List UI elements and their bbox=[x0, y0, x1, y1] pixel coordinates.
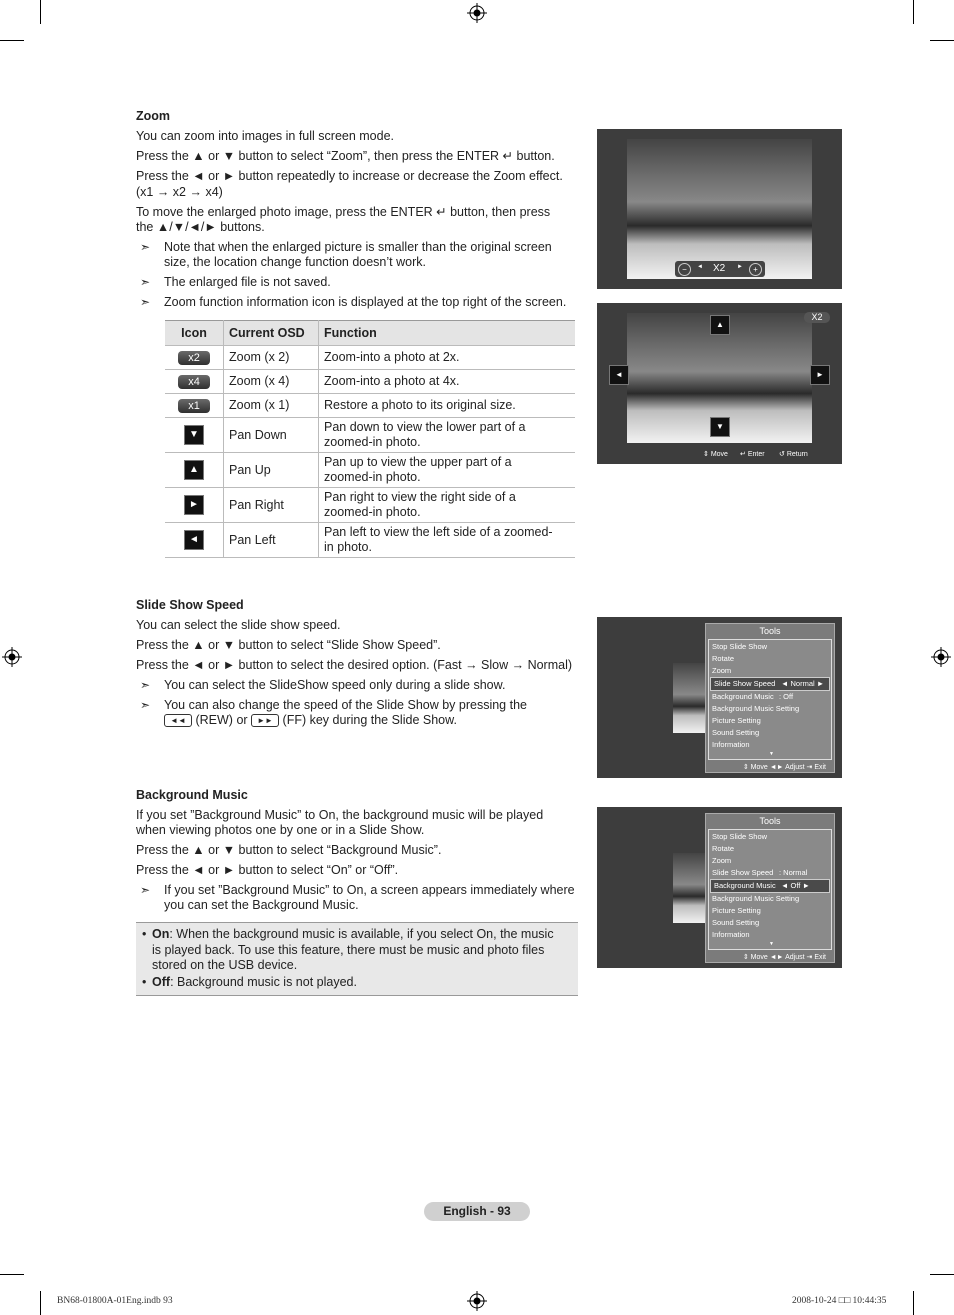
tools-item[interactable]: Information bbox=[712, 930, 750, 939]
note-text: size, the location change function doesn’t work. bbox=[164, 255, 426, 269]
header-current-osd: Current OSD bbox=[224, 321, 319, 346]
note-text: The enlarged file is not saved. bbox=[164, 275, 331, 289]
tools-item[interactable]: Zoom bbox=[712, 666, 732, 675]
registration-mark-icon bbox=[931, 647, 951, 667]
pan-left-icon: ◄ bbox=[184, 530, 204, 550]
table-row bbox=[165, 523, 575, 558]
crop-mark bbox=[930, 1274, 954, 1275]
function-cell bbox=[319, 418, 576, 453]
zoom-step-select: Press the ▲ or ▼ button to select “Zoom”, then press the ENTER ↵ button. bbox=[136, 149, 555, 163]
tools-footer: ⇕ Move ◄► Adjust ⇥ Exit bbox=[742, 954, 826, 961]
slideshow-note-1 bbox=[136, 678, 624, 693]
tools-item[interactable]: Picture Setting bbox=[712, 716, 761, 725]
tools-item-value: ◄ Normal ► bbox=[781, 679, 825, 688]
on-option bbox=[142, 927, 572, 974]
note-arrow-icon: ➣ bbox=[140, 678, 151, 692]
tools-screen-1 bbox=[597, 617, 842, 778]
pan-down-icon: ▼ bbox=[184, 425, 204, 445]
page-number-badge: English - 93 bbox=[424, 1202, 530, 1221]
off-option bbox=[142, 975, 572, 991]
scroll-down-icon: ▼ bbox=[769, 751, 774, 757]
tools-item[interactable]: Stop Slide Show bbox=[712, 642, 768, 651]
zoom-sequence: (x1 → x2 → x4) bbox=[136, 185, 223, 199]
tools-item-selected[interactable] bbox=[710, 677, 830, 691]
enter-hint: ↵ Enter bbox=[740, 451, 765, 458]
zoom-heading: Zoom bbox=[136, 109, 171, 123]
table-row bbox=[165, 394, 575, 418]
photo-image bbox=[627, 139, 812, 279]
zoom-x1-icon: x1 bbox=[178, 399, 210, 413]
zoom-right-arrow-icon: ► bbox=[737, 264, 743, 270]
pan-up-icon: ▲ bbox=[710, 315, 730, 335]
note-text: You can also change the speed of the Slide Show by pressing the bbox=[164, 698, 527, 712]
zoom-left-arrow-icon: ◄ bbox=[697, 264, 703, 270]
zoom-step-adjust: Press the ◄ or ► button repeatedly to increase or decrease the Zoom effect. bbox=[136, 169, 563, 183]
function-cell bbox=[319, 370, 576, 394]
tools-footer: ⇕ Move ◄► Adjust ⇥ Exit bbox=[742, 764, 826, 771]
function-text: zoomed-in photo. bbox=[324, 505, 421, 519]
slideshow-step-select: Press the ▲ or ▼ button to select “Slide Show Speed”. bbox=[136, 638, 441, 652]
zoom-step-move-cont: the ▲/▼/◄/► buttons. bbox=[136, 220, 265, 234]
tools-item-label: Slide Show Speed bbox=[714, 679, 776, 688]
zoom-note-2 bbox=[136, 275, 624, 290]
tools-item-selected[interactable] bbox=[710, 879, 830, 893]
function-text: Pan left to view the left side of a zoomed- bbox=[324, 525, 553, 539]
tools-menu bbox=[705, 813, 835, 963]
note-text: If you set ”Background Music” to On, a screen appears immediately where bbox=[164, 883, 575, 897]
table-row bbox=[165, 370, 575, 394]
crop-mark bbox=[0, 40, 24, 41]
pan-right-icon: ► bbox=[810, 365, 830, 385]
zoom-screen-2 bbox=[597, 303, 842, 464]
off-desc: : Background music is not played. bbox=[170, 975, 357, 989]
bgm-intro-cont: when viewing photos one by one or in a Slide Show. bbox=[136, 823, 425, 837]
function-cell bbox=[319, 346, 576, 370]
note-text: Zoom function information icon is displayed at the top right of the screen. bbox=[164, 295, 567, 309]
zoom-screen-1 bbox=[597, 129, 842, 289]
note-arrow-icon: ➣ bbox=[140, 240, 151, 254]
note-text: Note that when the enlarged picture is smaller than the original screen bbox=[164, 240, 552, 254]
note-text: you can set the Background Music. bbox=[164, 898, 359, 912]
tools-item[interactable]: Rotate bbox=[712, 844, 735, 853]
table-row bbox=[165, 418, 575, 453]
return-label: Return bbox=[786, 451, 808, 458]
osd-cell: Pan Left bbox=[224, 523, 319, 558]
header-icon: Icon bbox=[165, 321, 224, 346]
note-text-keys bbox=[164, 713, 624, 728]
pan-right-icon: ► bbox=[184, 495, 204, 515]
function-text: Pan up to view the upper part of a bbox=[324, 455, 512, 469]
print-slug-right: 2008-10-24 □□ 10:44:35 bbox=[792, 1296, 887, 1306]
crop-mark bbox=[0, 1274, 24, 1275]
crop-mark bbox=[40, 1291, 41, 1315]
crop-mark bbox=[913, 1291, 914, 1315]
note-arrow-icon: ➣ bbox=[140, 275, 151, 289]
tools-item-label: Background Music bbox=[712, 692, 774, 701]
header-function: Function bbox=[319, 321, 576, 346]
bgm-step-select: Press the ▲ or ▼ button to select “Background Music”. bbox=[136, 843, 442, 857]
crop-mark bbox=[930, 40, 954, 41]
tools-item[interactable]: Rotate bbox=[712, 654, 735, 663]
zoom-in-icon: + bbox=[749, 263, 762, 276]
registration-mark-icon bbox=[467, 3, 487, 23]
off-option-text bbox=[142, 975, 572, 991]
tools-item-value: : Off bbox=[779, 692, 794, 701]
tools-menu bbox=[705, 623, 835, 773]
osd-cell: Pan Up bbox=[224, 453, 319, 488]
crop-mark bbox=[913, 0, 914, 24]
note-text: You can select the SlideShow speed only during a slide show. bbox=[164, 678, 506, 692]
registration-mark-icon bbox=[2, 647, 22, 667]
bgm-options-box bbox=[136, 922, 578, 996]
tools-item[interactable]: Sound Setting bbox=[712, 728, 760, 737]
tools-item-value: : Normal bbox=[779, 868, 808, 877]
tools-item[interactable]: Sound Setting bbox=[712, 918, 760, 927]
bgm-intro: If you set ”Background Music” to On, the background music will be played bbox=[136, 808, 544, 822]
pan-down-icon: ▼ bbox=[710, 417, 730, 437]
function-cell bbox=[319, 394, 576, 418]
zoom-badge: X2 bbox=[804, 312, 830, 323]
osd-cell: Pan Down bbox=[224, 418, 319, 453]
slideshow-intro: You can select the slide show speed. bbox=[136, 618, 341, 632]
zoom-intro: You can zoom into images in full screen mode. bbox=[136, 129, 395, 143]
function-text: Zoom-into a photo at 2x. bbox=[324, 350, 460, 364]
print-slug-left: BN68-01800A-01Eng.indb 93 bbox=[57, 1296, 173, 1306]
table-row bbox=[165, 488, 575, 523]
rew-label: (REW) or bbox=[195, 713, 248, 727]
return-hint: ↺ Return bbox=[779, 451, 808, 458]
bullet: • bbox=[142, 927, 147, 941]
table-row bbox=[165, 346, 575, 370]
on-term: On bbox=[152, 927, 170, 941]
tools-item-value: ◄ Off ► bbox=[781, 881, 810, 890]
table-header-row bbox=[165, 321, 575, 346]
tools-list bbox=[708, 829, 832, 950]
note-arrow-icon: ➣ bbox=[140, 883, 151, 897]
slideshow-note-2 bbox=[136, 698, 624, 728]
bgm-step-adjust: Press the ◄ or ► button to select “On” or “Off”. bbox=[136, 863, 399, 877]
function-cell bbox=[319, 523, 576, 558]
tools-title: Tools bbox=[759, 626, 781, 636]
osd-cell: Zoom (x 1) bbox=[224, 394, 319, 418]
tools-item[interactable]: Zoom bbox=[712, 856, 732, 865]
zoom-note-3 bbox=[136, 295, 624, 310]
ff-label: (FF) key during the Slide Show. bbox=[282, 713, 457, 727]
crop-mark bbox=[40, 0, 41, 24]
move-label: Move bbox=[710, 451, 728, 458]
enter-label: Enter bbox=[747, 451, 765, 458]
zoom-x4-icon: x4 bbox=[178, 375, 210, 389]
tools-item[interactable]: Background Music Setting bbox=[712, 894, 800, 903]
bullet: • bbox=[142, 975, 147, 989]
function-cell bbox=[319, 453, 576, 488]
zoom-note-1 bbox=[136, 240, 624, 270]
tools-item[interactable] bbox=[709, 691, 831, 703]
tools-title: Tools bbox=[759, 816, 781, 826]
zoom-out-icon: − bbox=[678, 263, 691, 276]
rew-key-icon: ◄◄ bbox=[164, 714, 192, 727]
tools-item[interactable]: Stop Slide Show bbox=[712, 832, 768, 841]
note-arrow-icon: ➣ bbox=[140, 295, 151, 309]
on-desc: : When the background music is available, if you select On, the music bbox=[169, 927, 554, 941]
pan-up-icon: ▲ bbox=[184, 460, 204, 480]
tools-item-label: Slide Show Speed bbox=[712, 868, 774, 877]
tools-list bbox=[708, 639, 832, 760]
function-text: Zoom-into a photo at 4x. bbox=[324, 374, 460, 388]
move-hint: ⇕ Move bbox=[703, 451, 728, 458]
note-arrow-icon: ➣ bbox=[140, 698, 151, 712]
function-text: Pan down to view the lower part of a bbox=[324, 420, 526, 434]
osd-cell: Zoom (x 4) bbox=[224, 370, 319, 394]
ff-key-icon: ►► bbox=[251, 714, 279, 727]
zoom-table bbox=[165, 320, 575, 558]
function-text: zoomed-in photo. bbox=[324, 435, 421, 449]
tools-screen-2 bbox=[597, 807, 842, 968]
function-text: Restore a photo to its original size. bbox=[324, 398, 516, 412]
tools-item-label: Background Music bbox=[714, 881, 776, 890]
off-term: Off bbox=[152, 975, 171, 989]
zoom-control-bar bbox=[675, 261, 765, 277]
tools-item[interactable]: Picture Setting bbox=[712, 906, 761, 915]
tools-item[interactable]: Background Music Setting bbox=[712, 704, 800, 713]
slideshow-step-adjust: Press the ◄ or ► button to select the desired option. (Fast → Slow → Normal) bbox=[136, 658, 573, 672]
function-text: in photo. bbox=[324, 540, 372, 554]
on-line-3: stored on the USB device. bbox=[152, 958, 298, 972]
function-text: zoomed-in photo. bbox=[324, 470, 421, 484]
zoom-step-move: To move the enlarged photo image, press the ENTER ↵ button, then press bbox=[136, 205, 551, 219]
registration-mark-icon bbox=[467, 1291, 487, 1311]
zoom-x2-icon: x2 bbox=[178, 351, 210, 365]
table-row bbox=[165, 453, 575, 488]
bgm-note-1 bbox=[136, 883, 624, 913]
bgm-heading: Background Music bbox=[136, 788, 248, 802]
pan-left-icon: ◄ bbox=[609, 365, 629, 385]
function-text: Pan right to view the right side of a bbox=[324, 490, 516, 504]
osd-cell: Pan Right bbox=[224, 488, 319, 523]
on-line-2: is played back. To use this feature, there must be music and photo files bbox=[152, 942, 545, 957]
scroll-down-icon: ▼ bbox=[769, 941, 774, 947]
zoom-level-label: X2 bbox=[713, 263, 726, 274]
on-option-text bbox=[142, 927, 572, 974]
tools-item[interactable]: Information bbox=[712, 740, 750, 749]
on-line-1 bbox=[152, 927, 572, 943]
osd-cell: Zoom (x 2) bbox=[224, 346, 319, 370]
function-cell bbox=[319, 488, 576, 523]
tools-item[interactable] bbox=[709, 867, 831, 879]
slideshow-heading: Slide Show Speed bbox=[136, 598, 244, 612]
